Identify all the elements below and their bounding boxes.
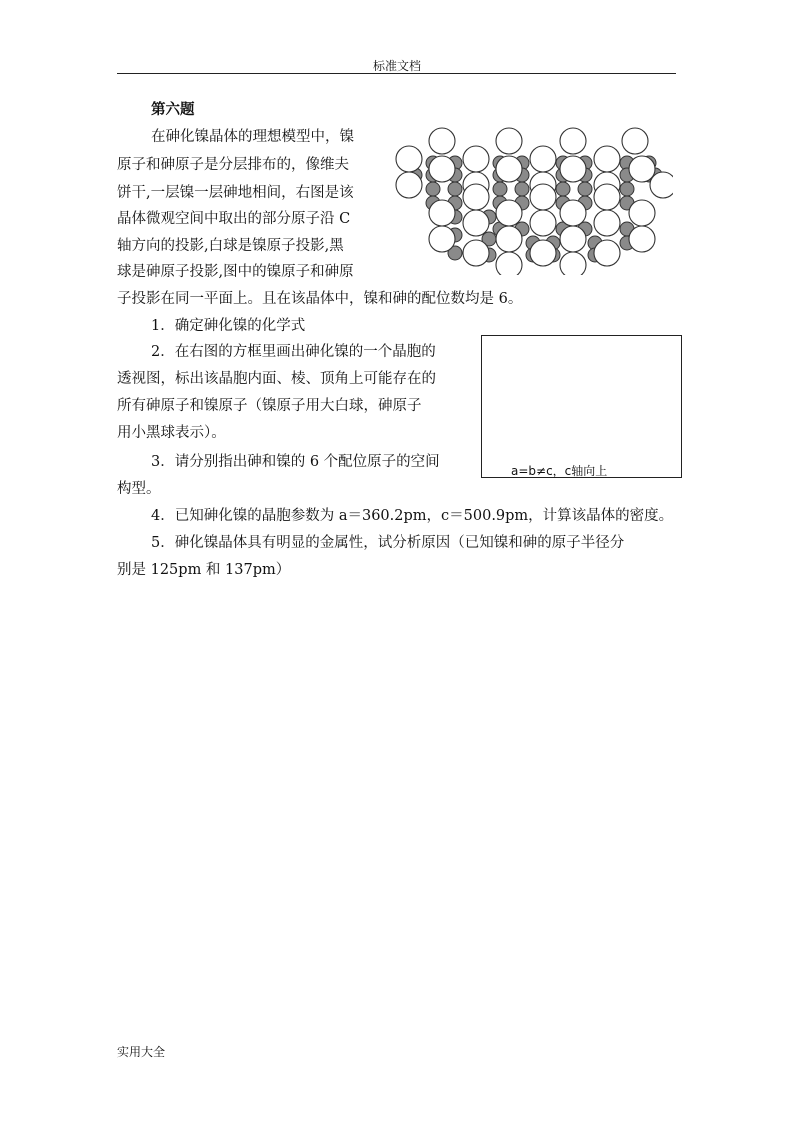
question-2-line-1: 2．在右图的方框里画出砷化镍的一个晶胞的 [151,344,436,360]
question-5-line-2: 别是 125pm 和 137pm） [117,562,291,578]
intro-line-7: 子投影在同一平面上。且在该晶体中，镍和砷的配位数均是 6。 [117,291,523,307]
nickel-atom [560,128,586,154]
nickel-atom [429,128,455,154]
nickel-atom [629,200,655,226]
problem-title: 第六题 [151,101,195,118]
header-rule [117,73,676,74]
nickel-atom [429,226,455,252]
question-2-line-4: 用小黑球表示）。 [117,425,226,441]
page-header: 标准文档 [372,59,421,73]
question-3-line-1: 3．请分别指出砷和镍的 6 个配位原子的空间 [151,454,440,470]
nickel-atom [560,156,586,182]
arsenic-atom [620,182,634,196]
intro-line-5: 轴方向的投影,白球是镍原子投影,黑 [117,238,344,254]
nickel-atom [594,184,620,210]
nickel-atom [560,252,586,275]
intro-line-1: 在砷化镍晶体的理想模型中，镍 [151,129,354,145]
nickel-atom [463,146,489,172]
nickel-atom [594,146,620,172]
arsenic-atom [578,182,592,196]
question-2-line-3: 所有砷原子和镍原子（镍原子用大白球，砷原子 [117,398,422,414]
intro-line-6: 球是砷原子投影,图中的镍原子和砷原 [117,264,354,280]
nickel-atom [622,128,648,154]
arsenic-atom [426,182,440,196]
nickel-atom [530,240,556,266]
intro-line-2: 原子和砷原子是分层排布的，像维夫 [117,157,349,173]
question-5-line-1: 5．砷化镍晶体具有明显的金属性，试分析原因（已知镍和砷的原子半径分 [151,535,625,551]
unit-cell-caption: a=b≠c，c轴向上 [511,464,608,478]
nickel-atom [594,210,620,236]
nickel-atom [396,146,422,172]
atom-projection-figure [393,127,673,275]
nickel-atom [560,200,586,226]
intro-line-4: 晶体微观空间中取出的部分原子沿 C [117,211,351,227]
nickel-atom [650,172,673,198]
nickel-atom [629,156,655,182]
nickel-atom [429,156,455,182]
nickel-atom [530,184,556,210]
nickel-atom [560,226,586,252]
question-2-line-2: 透视图，标出该晶胞内面、棱、顶角上可能存在的 [117,371,436,387]
arsenic-atom [448,182,462,196]
arsenic-atom [515,182,529,196]
nickel-atom [530,146,556,172]
question-4: 4．已知砷化镍的晶胞参数为 a＝360.2pm，c＝500.9pm，计算该晶体的密度。 [151,508,674,524]
nickel-atom [496,128,522,154]
nickel-atom [429,200,455,226]
unit-cell-drawing-box [481,335,682,478]
nickel-atom [496,200,522,226]
nickel-atom [496,252,522,275]
nickel-atom [594,240,620,266]
arsenic-atom [493,182,507,196]
nickel-atom [496,226,522,252]
question-3-line-2: 构型。 [117,481,161,497]
nickel-atom [463,184,489,210]
nickel-atom [396,172,422,198]
question-1: 1．确定砷化镍的化学式 [151,318,306,334]
intro-line-3: 饼干,一层镍一层砷地相间，右图是该 [117,185,354,201]
nickel-atom [463,210,489,236]
page-footer: 实用大全 [117,1045,166,1059]
atom-group [396,128,673,275]
arsenic-atom [556,182,570,196]
nickel-atom [496,156,522,182]
nickel-atom [530,210,556,236]
nickel-atom [629,226,655,252]
nickel-atom [463,240,489,266]
